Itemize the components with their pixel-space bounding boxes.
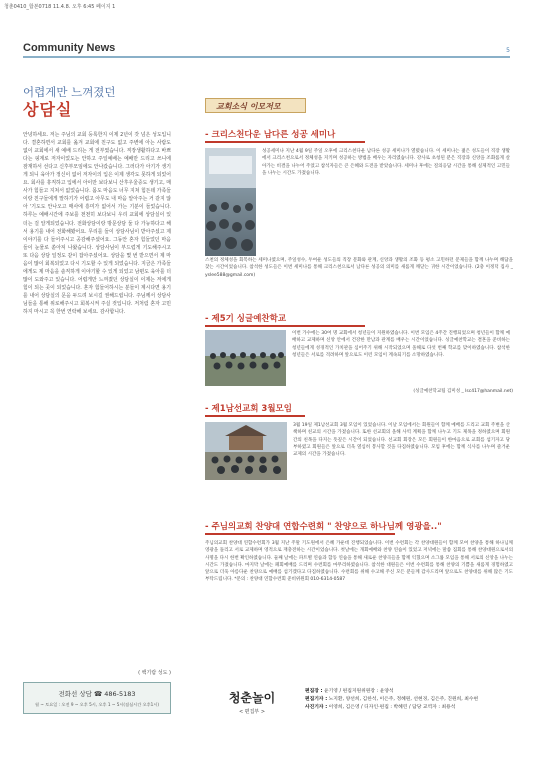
staff-line (305, 696, 515, 704)
staff-value: 이영희, 김은영 / 디자인·편집 : 박혜린 / 담당 교역자 : 최용석 (328, 705, 456, 710)
print-mark: 청춘0410_합본0718 11.4.8. 오후 6:45 페이지 1 (4, 4, 116, 10)
mens-mission-text: 3월 19일 제1남선교회 3월 모임이 있었습니다. 이날 모임에서는 회원들이 함께 예배를 드리고 교회 주변을 산책하며 친교의 시간을 가졌습니다. 또한 선교회의 올해 사역 계획을 함께 나누고 기도 제목을 정하였으며 회원 간의 친목을 다지는 뜻깊은 시간이 되었습니다. 선교회 회장은 모든 회원들이 한마음으로 교회를 섬기자고 당부하였고 회원들은 앞으로 더욱 열심히 봉사할 것을 다짐하였습니다. 모임 후에는 함께 식사를 나누며 즐거운 교제의 시간을 가졌습니다. (293, 423, 510, 457)
newsletter-logo (212, 690, 292, 720)
article-body-mens-mission (293, 422, 510, 480)
news-banner (205, 98, 306, 113)
article-body-choir-retreat (205, 540, 513, 672)
title-underline (205, 533, 395, 535)
staff-value: 윤기영 / 편집지원위원장 : 윤양석 (324, 689, 394, 694)
staff-value: 노지환, 양선희, 김한석, 이은주, 정혜원, 선현경, 김은주, 진원희, 최수현 (328, 697, 479, 702)
singles-credit-line (205, 388, 513, 398)
mens-mission-photo (205, 422, 287, 480)
staff-label: 사진기자 : (305, 705, 328, 710)
article-body-singles (292, 330, 510, 386)
counsel-column (23, 85, 171, 676)
staff-label: 편집기자 : (305, 697, 328, 702)
news-banner-text: 교회소식 이모저모 (216, 101, 281, 111)
editorial-staff (305, 688, 515, 712)
counseling-phone: 전화선 상담 ☎ 486-5183 (58, 690, 136, 698)
article-title-seminar: - 크리스천다운 남다른 성공 세미나 (205, 130, 336, 140)
choir-retreat-contact: *문의 : 찬양대 연합수련회 준비위원회 010-6314-0587 (234, 577, 346, 583)
counsel-title: 상담실 (23, 100, 73, 119)
title-underline (205, 415, 305, 417)
seminar-text-continued: 스천의 정체성을 회복하는 세미나였으며, 주일성수, 두여운 성도들의 직장 문화와 관계, 신앙과 생활의 조화 등 평소 고민하던 문제들을 함께 나누며 해답을 찾는 시간이었습니다. 참석한 성도들은 이번 세미나를 통해 크리스천으로서 남다른 성공의 의미를 새롭게 깨닫는 귀한 시간이었습니다. (205, 258, 513, 271)
singles-text: 이번 가수에는 30여 명 교회에서 청년들이 지원하였습니다. 이번 모임은 4주간 진행되었으며 청년들이 함께 예배하고 교제하며 신앙 안에서 건강한 만남과 관계를 배우는 시간이었습니다. 싱글예찬학교는 결혼을 준비하는 청년들에게 성경적인 가치관을 심어주기 위해 시작되었으며 올해로 다섯 번째 학교를 맞이하였습니다. 참석한 청년들은 서로를 격려하며 앞으로도 이런 모임이 계속되기를 소망하였습니다. (292, 331, 510, 358)
counsel-body: 안녕하세요. 저는 주님의 교회 등록한지 이제 2년이 갓 넘은 성도입니다. 결혼하면서 교회를 옮겨 교회에 친구도 없고 주변에 아는 사람도 없이 교회에서 새 예배 드리는 게 전부였습니다. 직장생활하다고 바쁘다는 핑계로 저자이었도는 안하고 주일예배는 예배만 드리고 쓰니에 잠재하서 선다고 신후부모임에도 안나갔습니다. 그러다가 아기가 생기게 되니 육아가 정신이 없어 저자이의 입은 이제 생각도 못하게 되었어요. 회사를 휴직하고 입에서 아이만 보다보니 산후우울증도 생기고, 매사가 힘들고 지쳐서 없었습니다. 몸도 마음도 너무 지쳐 힘든데 가족들이랑 친구들에게 말하기가 어렵고 아무도 내 마음 알아주는 거 같지 않아 '기도도 안나오고 매사에 흥미가 없어서 가는 기분이 들었습니다. 하루는 예배시간에 주보를 천천히 보다보니 우리 교회에 상담실이 있더는 걸 알게되었습니다. 전화상담이랑 방문상담 둘 다 가능하다고 해서 용기를 내어 전화해봤어요. 무리를 들이 상담사님이 받아주셨고 제 이야기를 다 들어주시고 공감해주셨어요. 그동안 혼자 힘들었던 마음들이 눈물로 쏟아져 나왔습니다. 상담사님이 부드럽게 기도해주시고 또 다음 상담 일정도 같이 잡아주셨어요. 상담을 몇 번 받으면서 제 마음이 많이 회복되었고 다시 기도할 수 있게 되었습니다. 지금은 가족들에게도 제 마음을 솔직하게 이야기할 수 있게 되었고 남편도 육아를 더 많이 도와주고 있습니다. 어렵게만 느껴졌던 상담실이 이제는 저에게 힘이 되는 곳이 되었습니다. 혼자 힘들어하시는 분들이 계시다면 용기를 내어 상담실의 문을 두드려 보시길 권해드립니다. 주님께서 상담사님들을 통해 위로해주시고 회복시켜 주실 것입니다. 저처럼 혼자 고민하지 마시고 꼭 한번 연락해 보세요. 감사합니다. (23, 132, 171, 316)
section-title: Community News (23, 42, 116, 54)
seminar-photo (205, 148, 256, 256)
article-continued-seminar (205, 257, 513, 302)
choir-retreat-text: 주님의교회 찬양대 연합수련회가 3월 지난 주말 기도원에서 은혜 가운데 진행되었습니다. 이번 수련회는 각 찬양대원들이 함께 모여 찬양을 통해 하나님께 영광을 돌리고 서로 교제하며 영적으로 재충전하는 시간이었습니다. 첫날에는 개회예배와 찬양 연습이 있었고 저녁에는 말씀 집회를 통해 찬양대원으로서의 사명을 다시 한번 확인하였습니다. 둘째 날에는 파트별 연습과 합동 연습을 통해 새로운 찬양곡들을 함께 익혔으며 소그룹 모임을 통해 서로의 신앙을 나누는 시간도 가졌습니다. 마지막 날에는 폐회예배를 드리며 수련회를 마무리하였습니다. 참석한 대원들은 이번 수련회를 통해 찬양의 기쁨을 새롭게 경험하였고 앞으로 더욱 아름다운 찬양으로 예배를 섬기겠다고 다짐하였습니다. 수련회를 위해 수고해 주신 모든 분들께 감사드리며 앞으로도 찬양대를 위해 많은 기도 부탁드립니다. (205, 541, 513, 583)
logo-subtitle: < 편집부 > (238, 709, 266, 715)
seminar-credit: (2충 이정덕 집사 _ yslee588@gmail.com) (205, 265, 513, 278)
article-title-choir-retreat: - 주님의교회 찬양대 연합수련회 " 찬양으로 하나님께 영광을.." (205, 522, 442, 532)
counsel-signature: ( 백기람 성도 ) (138, 670, 171, 676)
page-number: 5 (506, 47, 510, 54)
article-body-seminar (262, 148, 510, 177)
seminar-text: 성공세미나 지난 4월 9일 주일 오후에 크리스천다운 남다른 성공 세미나가 열렸습니다. 이 세미나는 젊은 성도들이 직장 생활에서 크리스천으로서 정체성을 지키며 성공하는 방법을 배우는 자리였습니다. 강사로 초청된 분은 직장과 신앙을 조화롭게 살아가는 비결을 나누어 주었고 참석자들은 큰 은혜와 도전을 받았습니다. 세미나 후에는 질의응답 시간을 통해 실제적인 고민들을 나누는 시간도 가졌습니다. (262, 149, 510, 176)
counsel-subtitle: 어렵게만 느껴졌던 (23, 85, 116, 99)
title-underline (205, 325, 365, 327)
title-underline (205, 141, 365, 143)
page-header (23, 40, 510, 58)
staff-label: 편집장 : (305, 689, 323, 694)
article-title-mens-mission: - 제1남선교회 3월모임 (205, 404, 292, 414)
staff-line (305, 688, 515, 696)
singles-group-photo (205, 330, 286, 386)
article-title-singles: - 제5기 싱글예찬학교 (205, 314, 287, 324)
singles-credit: (싱글예찬학교팀 김미성 _ lsc417@hanmail.net) (413, 389, 513, 394)
counseling-contact-box (23, 682, 171, 714)
logo-text: 청춘놀이 (228, 691, 276, 705)
counseling-hours: 월 ~ 토요일 : 오전 9 ~ 오후 5시, 오후 1 ~ 5시(점심시간 오후1시) (34, 702, 160, 707)
staff-line (305, 704, 515, 712)
